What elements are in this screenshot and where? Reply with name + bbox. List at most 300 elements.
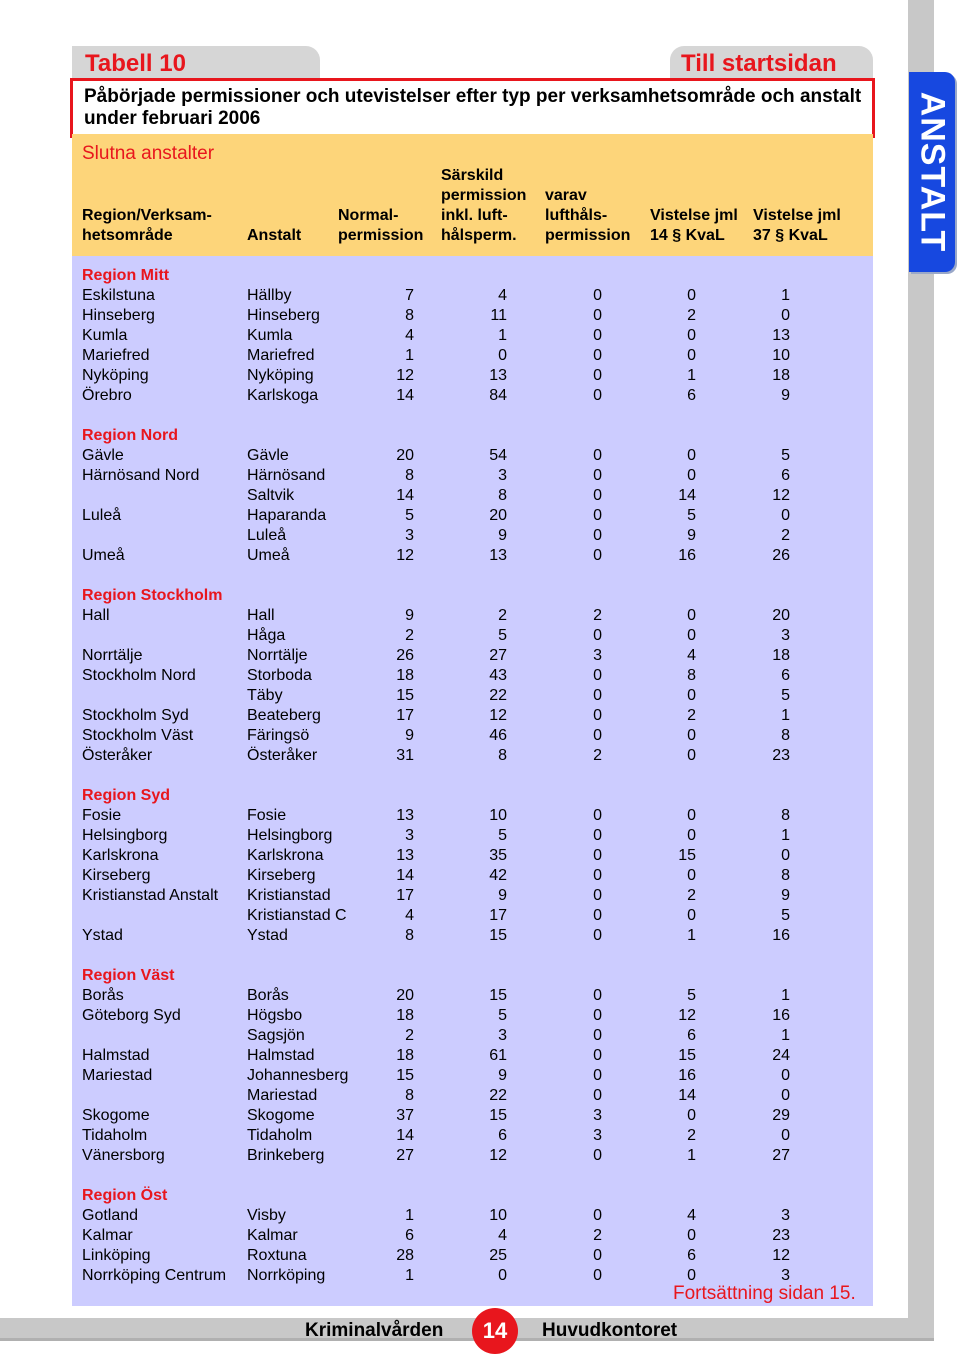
table-row	[72, 386, 873, 406]
cell-value: 42	[489, 867, 507, 884]
cell-value: 4	[687, 647, 696, 664]
table-row	[72, 706, 873, 726]
cell-region: Eskilstuna	[82, 287, 155, 304]
cell-value: 3	[593, 1127, 602, 1144]
cell-value: 35	[489, 847, 507, 864]
cell-anstalt: Luleå	[247, 527, 287, 544]
cell-value: 0	[687, 807, 696, 824]
cell-value: 10	[489, 1207, 507, 1224]
cell-value: 11	[490, 307, 507, 324]
cell-value: 1	[405, 1207, 414, 1224]
table-row	[72, 286, 873, 306]
cell-value: 9	[781, 387, 790, 404]
cell-region: Borås	[82, 987, 124, 1004]
cell-value: 1	[687, 927, 696, 944]
cell-value: 0	[593, 1087, 602, 1104]
cell-value: 15	[396, 687, 414, 704]
cell-region: Umeå	[82, 547, 125, 564]
column-header-anstalt: Anstalt	[247, 227, 302, 244]
page-number-badge	[472, 1308, 518, 1354]
cell-value: 8	[498, 747, 507, 764]
cell-value: 5	[687, 987, 696, 1004]
page-title: Påbörjade permissioner och utevistelser efter typ per verksamhetsområde och anstalt under februari 2006	[84, 86, 862, 129]
cell-value: 23	[772, 1227, 790, 1244]
cell-value: 0	[593, 907, 602, 924]
cell-value: 0	[593, 727, 602, 744]
cell-value: 0	[593, 1047, 602, 1064]
cell-value: 0	[687, 627, 696, 644]
cell-anstalt: Borås	[247, 987, 289, 1004]
cell-region: Gävle	[82, 447, 124, 464]
cell-value: 26	[396, 647, 414, 664]
cell-value: 9	[498, 887, 507, 904]
cell-region: Göteborg Syd	[82, 1007, 181, 1024]
cell-value: 27	[396, 1147, 414, 1164]
cell-value: 46	[489, 727, 507, 744]
cell-value: 5	[781, 907, 790, 924]
cell-anstalt: Färingsö	[247, 727, 310, 744]
cell-value: 0	[593, 307, 602, 324]
cell-region: Härnösand Nord	[82, 467, 200, 484]
cell-region: Skogome	[82, 1107, 150, 1124]
cell-value: 0	[593, 547, 602, 564]
cell-value: 54	[489, 447, 507, 464]
cell-region: Halmstad	[82, 1047, 150, 1064]
column-header-vistelse37: Vistelse jml	[753, 207, 841, 224]
continuation-note[interactable]: Fortsättning sidan 15.	[673, 1283, 856, 1304]
cell-region: Fosie	[82, 807, 122, 824]
cell-value: 2	[405, 627, 414, 644]
cell-value: 0	[593, 347, 602, 364]
cell-value: 0	[593, 827, 602, 844]
cell-value: 1	[687, 1147, 696, 1164]
cell-value: 13	[396, 807, 414, 824]
cell-value: 9	[687, 527, 696, 544]
cell-value: 12	[772, 487, 790, 504]
cell-value: 0	[593, 927, 602, 944]
cell-value: 1	[781, 287, 790, 304]
cell-value: 1	[405, 347, 414, 364]
table-row	[72, 486, 873, 506]
cell-anstalt: Saltvik	[247, 487, 295, 504]
cell-region: Nyköping	[82, 367, 149, 384]
cell-value: 0	[593, 667, 602, 684]
table-row	[72, 846, 873, 866]
cell-value: 0	[593, 867, 602, 884]
cell-value: 0	[781, 1127, 790, 1144]
cell-anstalt: Ystad	[247, 927, 288, 944]
cell-value: 8	[405, 927, 414, 944]
table-row	[72, 1206, 873, 1226]
cell-value: 0	[593, 1067, 602, 1084]
cell-value: 3	[781, 627, 790, 644]
table-row	[72, 1046, 873, 1066]
column-header-region: Region/Verksam-	[82, 207, 212, 224]
cell-value: 1	[781, 1027, 790, 1044]
cell-region: Norrtälje	[82, 647, 143, 664]
table-row	[72, 1226, 873, 1246]
column-header-region: hetsområde	[82, 227, 173, 244]
cell-value: 18	[396, 667, 414, 684]
cell-value: 15	[489, 987, 507, 1004]
cell-value: 1	[405, 1267, 414, 1284]
cell-region: Linköping	[82, 1247, 151, 1264]
table-label-tab	[72, 46, 320, 80]
cell-value: 12	[489, 707, 507, 724]
table-row	[72, 666, 873, 686]
cell-value: 0	[687, 827, 696, 844]
column-header-vistelse14: Vistelse jml	[650, 207, 738, 224]
cell-value: 1	[781, 827, 790, 844]
cell-value: 0	[687, 907, 696, 924]
cell-value: 28	[396, 1247, 414, 1264]
side-tab-anstalt[interactable]	[909, 72, 955, 272]
start-link[interactable]: Till startsidan	[681, 50, 837, 77]
column-header-varav: varav	[545, 187, 587, 204]
cell-value: 13	[396, 847, 414, 864]
cell-value: 9	[498, 527, 507, 544]
footer-department: Huvudkontoret	[542, 1320, 678, 1341]
cell-value: 3	[405, 827, 414, 844]
cell-value: 20	[489, 507, 507, 524]
table-label: Tabell 10	[85, 50, 186, 77]
cell-anstalt: Hinseberg	[247, 307, 320, 324]
cell-region: Karlskrona	[82, 847, 159, 864]
region-heading: Region Nord	[82, 427, 178, 444]
cell-anstalt: Hall	[247, 607, 275, 624]
subtitle: Slutna anstalter	[82, 143, 215, 164]
cell-anstalt: Österåker	[247, 747, 318, 764]
cell-value: 0	[687, 287, 696, 304]
cell-value: 12	[678, 1007, 696, 1024]
cell-value: 29	[772, 1107, 790, 1124]
cell-region: Mariefred	[82, 347, 150, 364]
column-header-varav: lufthåls-	[545, 207, 608, 224]
cell-value: 0	[593, 987, 602, 1004]
cell-value: 0	[781, 1087, 790, 1104]
table-row	[72, 346, 873, 366]
table-row	[72, 606, 873, 626]
cell-value: 18	[396, 1007, 414, 1024]
cell-value: 0	[593, 327, 602, 344]
table-row	[72, 726, 873, 746]
cell-value: 13	[772, 327, 790, 344]
region-heading: Region Stockholm	[82, 587, 223, 604]
cell-value: 2	[781, 527, 790, 544]
cell-value: 4	[498, 1227, 507, 1244]
table-row	[72, 806, 873, 826]
table-row	[72, 506, 873, 526]
table-row	[72, 686, 873, 706]
cell-region: Österåker	[82, 747, 153, 764]
cell-anstalt: Mariefred	[247, 347, 315, 364]
table-row	[72, 626, 873, 646]
cell-value: 23	[772, 747, 790, 764]
cell-value: 17	[396, 707, 414, 724]
cell-anstalt: Tidaholm	[247, 1127, 313, 1144]
cell-anstalt: Härnösand	[247, 467, 326, 484]
cell-value: 5	[687, 507, 696, 524]
cell-value: 6	[498, 1127, 507, 1144]
cell-value: 17	[489, 907, 507, 924]
cell-value: 43	[489, 667, 507, 684]
cell-value: 7	[405, 287, 414, 304]
cell-value: 0	[593, 1207, 602, 1224]
cell-value: 0	[781, 847, 790, 864]
cell-value: 3	[781, 1267, 790, 1284]
table-row	[72, 906, 873, 926]
cell-anstalt: Roxtuna	[247, 1247, 307, 1264]
cell-anstalt: Norrköping	[247, 1267, 326, 1284]
cell-region: Stockholm Nord	[82, 667, 196, 684]
cell-value: 12	[772, 1247, 790, 1264]
column-header-normal: Normal-	[338, 207, 399, 224]
cell-value: 5	[781, 447, 790, 464]
cell-value: 0	[593, 287, 602, 304]
cell-value: 0	[781, 507, 790, 524]
cell-region: Hinseberg	[82, 307, 155, 324]
cell-value: 0	[498, 1267, 507, 1284]
cell-value: 6	[687, 1247, 696, 1264]
cell-value: 0	[593, 527, 602, 544]
cell-value: 25	[489, 1247, 507, 1264]
cell-anstalt: Beateberg	[247, 707, 321, 724]
cell-anstalt: Visby	[247, 1207, 286, 1224]
column-header-varav: permission	[545, 227, 631, 244]
cell-value: 0	[687, 747, 696, 764]
cell-anstalt: Nyköping	[247, 367, 314, 384]
cell-value: 2	[687, 307, 696, 324]
cell-value: 0	[593, 1147, 602, 1164]
cell-value: 6	[687, 387, 696, 404]
cell-region: Kristianstad Anstalt	[82, 887, 219, 904]
cell-value: 0	[687, 727, 696, 744]
cell-value: 9	[498, 1067, 507, 1084]
column-header-sarskild: hålsperm.	[441, 227, 517, 244]
cell-value: 0	[687, 607, 696, 624]
cell-value: 22	[489, 1087, 507, 1104]
cell-value: 14	[678, 1087, 696, 1104]
column-header-sarskild: inkl. luft-	[441, 207, 508, 224]
cell-value: 0	[593, 1247, 602, 1264]
cell-anstalt: Helsingborg	[247, 827, 333, 844]
column-header-sarskild: Särskild	[441, 167, 504, 184]
cell-value: 20	[396, 447, 414, 464]
table-row	[72, 1006, 873, 1026]
cell-value: 2	[687, 707, 696, 724]
cell-value: 27	[772, 1147, 790, 1164]
cell-value: 8	[781, 807, 790, 824]
region-heading: Region Väst	[82, 967, 175, 984]
cell-anstalt: Kristianstad	[247, 887, 331, 904]
cell-value: 2	[593, 607, 602, 624]
footer-organization: Kriminalvården	[305, 1320, 444, 1341]
table-row	[72, 986, 873, 1006]
cell-value: 0	[687, 347, 696, 364]
cell-value: 14	[678, 487, 696, 504]
cell-value: 0	[593, 887, 602, 904]
table-row	[72, 826, 873, 846]
cell-value: 84	[489, 387, 507, 404]
cell-value: 0	[687, 1267, 696, 1284]
cell-value: 0	[593, 507, 602, 524]
cell-region: Hall	[82, 607, 110, 624]
cell-region: Ystad	[82, 927, 123, 944]
cell-value: 2	[593, 1227, 602, 1244]
cell-anstalt: Halmstad	[247, 1047, 315, 1064]
cell-value: 0	[781, 307, 790, 324]
cell-anstalt: Sagsjön	[247, 1027, 305, 1044]
cell-value: 4	[405, 327, 414, 344]
cell-value: 27	[489, 647, 507, 664]
table-row	[72, 926, 873, 946]
table-row	[72, 746, 873, 766]
cell-value: 20	[396, 987, 414, 1004]
cell-value: 61	[489, 1047, 507, 1064]
region-heading: Region Mitt	[82, 267, 170, 284]
cell-value: 8	[687, 667, 696, 684]
cell-value: 10	[772, 347, 790, 364]
cell-value: 18	[396, 1047, 414, 1064]
cell-value: 0	[687, 867, 696, 884]
cell-value: 17	[396, 887, 414, 904]
cell-region: Stockholm Väst	[82, 727, 194, 744]
cell-value: 0	[593, 467, 602, 484]
cell-anstalt: Håga	[247, 627, 286, 644]
cell-region: Tidaholm	[82, 1127, 148, 1144]
cell-region: Örebro	[82, 387, 132, 404]
title-box	[70, 78, 875, 138]
table-row	[72, 526, 873, 546]
cell-value: 0	[687, 467, 696, 484]
cell-region: Helsingborg	[82, 827, 168, 844]
cell-value: 15	[678, 1047, 696, 1064]
page-edge-bottom	[0, 1318, 934, 1340]
cell-value: 2	[498, 607, 507, 624]
cell-value: 0	[687, 447, 696, 464]
cell-value: 2	[405, 1027, 414, 1044]
table-row	[72, 366, 873, 386]
cell-value: 4	[498, 287, 507, 304]
cell-value: 9	[405, 727, 414, 744]
cell-value: 8	[405, 1087, 414, 1104]
cell-value: 22	[489, 687, 507, 704]
cell-value: 0	[593, 687, 602, 704]
column-header-normal: permission	[338, 227, 424, 244]
cell-value: 15	[396, 1067, 414, 1084]
cell-value: 0	[593, 1027, 602, 1044]
cell-value: 31	[396, 747, 414, 764]
cell-value: 13	[489, 367, 507, 384]
table-row	[72, 1066, 873, 1086]
column-header-vistelse37: 37 § KvaL	[753, 227, 828, 244]
cell-value: 16	[678, 1067, 696, 1084]
table-row	[72, 866, 873, 886]
table-row	[72, 466, 873, 486]
start-link-tab[interactable]	[670, 46, 873, 80]
cell-value: 12	[396, 367, 414, 384]
table-row	[72, 306, 873, 326]
table-row	[72, 446, 873, 466]
cell-value: 9	[781, 887, 790, 904]
cell-value: 9	[405, 607, 414, 624]
cell-value: 5	[498, 1007, 507, 1024]
cell-value: 20	[772, 607, 790, 624]
cell-region: Kalmar	[82, 1227, 133, 1244]
region-heading: Region Syd	[82, 787, 171, 804]
cell-value: 3	[405, 527, 414, 544]
table-row	[72, 1146, 873, 1166]
side-tab-label: ANSTALT	[913, 91, 952, 253]
table-row	[72, 326, 873, 346]
cell-value: 0	[687, 1227, 696, 1244]
table-row	[72, 646, 873, 666]
cell-anstalt: Täby	[247, 687, 283, 704]
cell-region: Luleå	[82, 507, 122, 524]
cell-value: 16	[772, 927, 790, 944]
cell-anstalt: Hällby	[247, 287, 292, 304]
cell-value: 4	[405, 907, 414, 924]
cell-value: 1	[498, 327, 507, 344]
cell-value: 3	[593, 647, 602, 664]
cell-anstalt: Norrtälje	[247, 647, 308, 664]
cell-anstalt: Haparanda	[247, 507, 327, 524]
cell-value: 0	[593, 1267, 602, 1284]
cell-value: 12	[396, 547, 414, 564]
cell-value: 0	[593, 487, 602, 504]
cell-region: Stockholm Syd	[82, 707, 189, 724]
table-row	[72, 886, 873, 906]
cell-value: 6	[405, 1227, 414, 1244]
cell-value: 6	[781, 467, 790, 484]
cell-value: 8	[498, 487, 507, 504]
cell-value: 0	[593, 387, 602, 404]
cell-value: 13	[489, 547, 507, 564]
cell-value: 0	[781, 1067, 790, 1084]
cell-value: 8	[405, 307, 414, 324]
cell-value: 0	[687, 687, 696, 704]
cell-value: 26	[772, 547, 790, 564]
cell-value: 15	[489, 1107, 507, 1124]
cell-value: 0	[593, 707, 602, 724]
cell-value: 12	[489, 1147, 507, 1164]
cell-value: 4	[687, 1207, 696, 1224]
cell-value: 16	[678, 547, 696, 564]
cell-value: 0	[687, 327, 696, 344]
cell-value: 1	[781, 707, 790, 724]
cell-anstalt: Skogome	[247, 1107, 315, 1124]
cell-anstalt: Fosie	[247, 807, 287, 824]
cell-anstalt: Gävle	[247, 447, 289, 464]
cell-value: 0	[593, 807, 602, 824]
cell-value: 0	[593, 627, 602, 644]
cell-region: Gotland	[82, 1207, 139, 1224]
cell-region: Kirseberg	[82, 867, 151, 884]
cell-value: 0	[593, 367, 602, 384]
column-header-vistelse14: 14 § KvaL	[650, 227, 725, 244]
cell-value: 14	[396, 487, 414, 504]
cell-value: 0	[687, 1107, 696, 1124]
cell-anstalt: Karlskoga	[247, 387, 319, 404]
page-edge-bottom-shadow	[0, 1338, 934, 1341]
region-heading: Region Öst	[82, 1187, 168, 1204]
cell-value: 14	[396, 387, 414, 404]
cell-anstalt: Karlskrona	[247, 847, 324, 864]
cell-value: 3	[498, 1027, 507, 1044]
cell-value: 6	[781, 667, 790, 684]
table-row	[72, 1086, 873, 1106]
cell-value: 24	[772, 1047, 790, 1064]
